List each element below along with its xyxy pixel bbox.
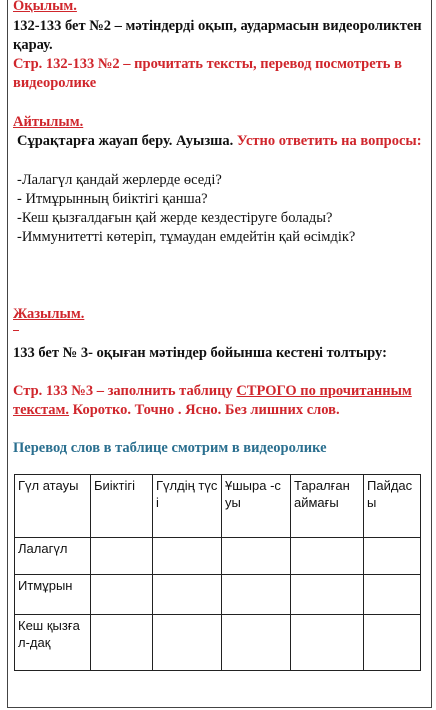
header-flower-color: Гүлдің түсі [153,475,222,538]
header-flower-name: Гүл атауы [15,475,91,538]
question-1: -Лалагүл қандай жерлерде өседі? [17,172,222,188]
question-3: -Кеш қызғалдағын қай жерде кездестіруге болады? [17,210,333,226]
table-cell[interactable] [153,575,222,615]
table-cell[interactable] [91,575,153,615]
header-benefit: Пайдасы [364,475,421,538]
question-4: -Иммунитетті көтеріп, тұмаудан емдейтін қай өсімдік? [17,229,356,245]
table-header-row [15,475,421,538]
table-cell[interactable] [222,615,291,671]
writing-task-kz: 133 бет № 3- оқыған мәтіндер бойынша кестені толтыру: [13,345,387,361]
writing-task-ru-part1: Стр. 133 №3 – заполнить таблицу [13,383,237,399]
reading-task-kz: 132-133 бет №2 – мәтіндерді оқып, аудармасын видеороликтен қарау. [13,18,422,53]
table-cell[interactable] [364,538,421,575]
table-cell[interactable] [153,538,222,575]
speaking-instruction [17,132,427,151]
speaking-instruction-ru: Устно ответить на вопросы: [236,133,422,149]
table-cell[interactable] [364,575,421,615]
writing-task-ru-part2: Коротко. Точно . Ясно. Без лишних слов. [69,402,340,418]
row-flower-name: Итмұрын [15,575,91,615]
flower-table [14,474,421,671]
divider-dash [13,330,19,331]
table-cell[interactable] [364,615,421,671]
table-cell[interactable] [222,575,291,615]
writing-task-ru [13,382,423,420]
speaking-instruction-kz: Сұрақтарға жауап беру. Ауызша. [17,133,234,149]
table-cell[interactable] [91,538,153,575]
table-row [15,575,421,615]
reading-task-ru: Стр. 132-133 №2 – прочитать тексты, перевод посмотреть в видеоролике [13,56,402,91]
table-cell[interactable] [291,538,364,575]
row-flower-name: Кеш қызғал-дақ [15,615,91,671]
header-height: Биіктігі [91,475,153,538]
header-occurrence: Ұшыра -суы [222,475,291,538]
speaking-heading: Айтылым. [13,114,84,130]
table-row [15,615,421,671]
header-distribution-area: Таралған аймағы [291,475,364,538]
table-cell[interactable] [222,538,291,575]
table-cell[interactable] [291,615,364,671]
writing-heading: Жазылым. [13,306,85,322]
reading-heading: Оқылым. [13,0,77,14]
table-row [15,538,421,575]
row-flower-name: Лалагүл [15,538,91,575]
table-cell[interactable] [291,575,364,615]
translation-note: Перевод слов в таблице смотрим в видеоролике [13,440,327,456]
writing-task-ru-underlined: СТРОГО по прочитанным текстам. [13,383,412,418]
table-cell[interactable] [91,615,153,671]
table-cell[interactable] [153,615,222,671]
question-2: - Итмұрынның биіктігі қанша? [17,191,208,207]
